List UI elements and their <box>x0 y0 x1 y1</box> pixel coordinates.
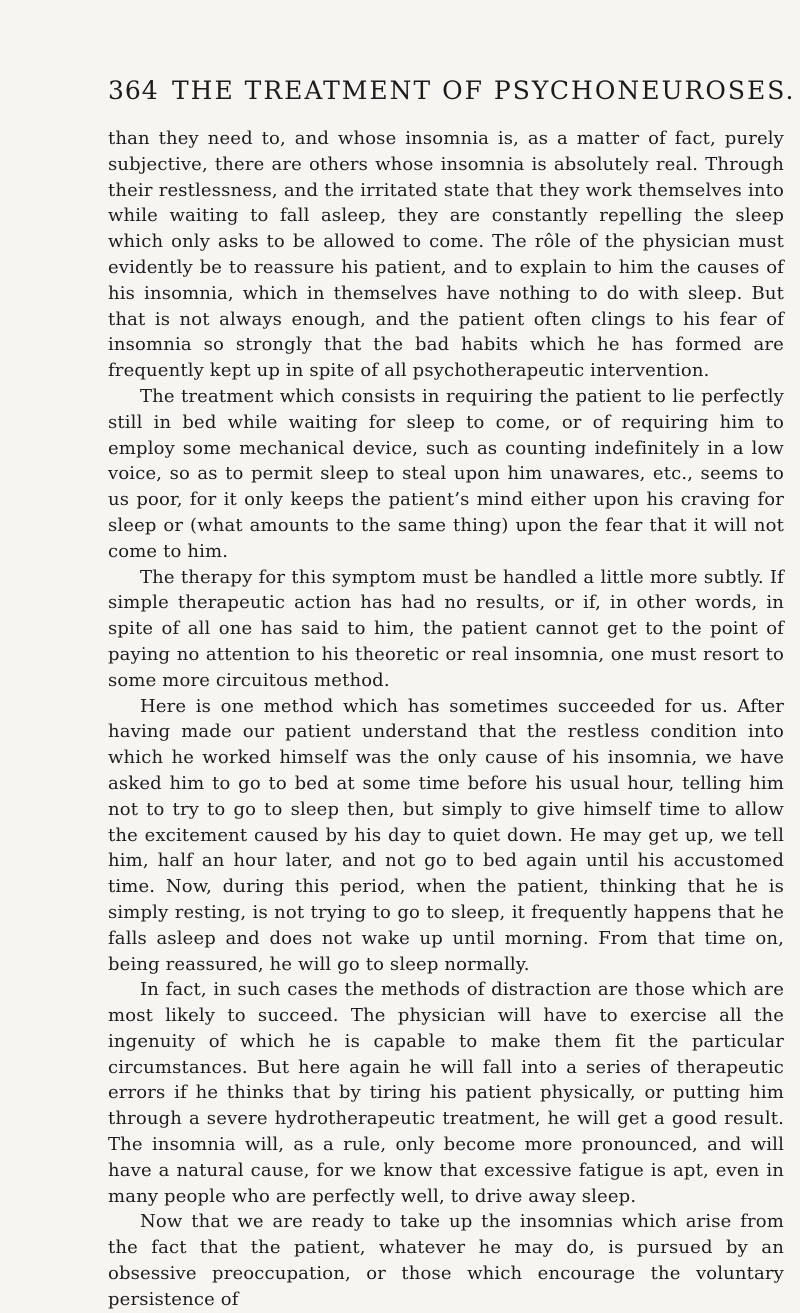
body-text <box>108 126 784 1313</box>
paragraph-continuation: than they need to, and whose insomnia is, as a matter of fact, purely subjective, there are others whose insomnia is absolutely real. Through their restlessness, and the irritated state that they work themselves into while waiting to fall asleep, they are constantly repelling the sleep which only asks to be allowed to come. The rôle of the physician must evidently be to reassure his patient, and to explain to him the causes of his insomnia, which in themselves have nothing to do with sleep. But that is not always enough, and the patient often clings to his fear of insomnia so strongly that the bad habits which he has formed are frequently kept up in spite of all psychotherapeutic intervention. <box>108 128 784 382</box>
book-page <box>108 72 796 1313</box>
paragraph-method: Here is one method which has sometimes succeeded for us. After having made our patient understand that the restless condition into which he worked himself was the only cause of his insomnia, we have asked him to go to bed at some time before his usual hour, telling him not to try to go to sleep then, but simply to give himself time to allow the excitement caused by his day to quiet down. He may get up, we tell him, half an hour later, and not go to bed again until his accustomed time. Now, during this period, when the patient, thinking that he is simply resting, is not trying to go to sleep, it frequently happens that he falls asleep and does not wake up until morning. From that time on, being reassured, he will go to sleep normally. <box>108 695 784 975</box>
paragraph-therapy: The therapy for this symptom must be handled a little more subtly. If simple therapeutic action has had no results, or if, in other words, in spite of all one has said to him, the patient cannot get to the point of paying no attention to his theoretic or real insomnia, one must resort to some more circuitous method. <box>108 566 784 691</box>
page-number: 364 <box>108 76 159 105</box>
running-head <box>108 72 796 116</box>
paragraph-treatment: The treatment which consists in requiring the patient to lie perfectly still in bed while waiting for sleep to come, or of requiring him to employ some mechanical device, such as counting indefinitely in a low voice, so as to permit sleep to steal upon him unawares, etc., seems to us poor, for it only keeps the patient’s mind either upon his craving for sleep or (what amounts to the same thing) upon the fear that it will not come to him. <box>108 385 784 562</box>
paragraph-distraction: In fact, in such cases the methods of distraction are those which are most likely to succeed. The physician will have to exercise all the ingenuity of which he is capable to make them fit the particular circumstances. But here again he will fall into a series of therapeutic errors if he thinks that by tiring his patient physically, or putting him through a severe hydrotherapeutic treatment, he will get a good result. The insomnia will, as a rule, only become more pronounced, and will have a natural cause, for we know that excessive fatigue is apt, even in many people who are perfectly well, to drive away sleep. <box>108 979 784 1207</box>
running-title: THE TREATMENT OF PSYCHONEUROSES. <box>172 76 796 105</box>
paragraph-obsessive-insomnias: Now that we are ready to take up the insomnias which arise from the fact that the patient, whatever he may do, is pursued by an obsessive preoccupation, or those which encourage the voluntary persistence of <box>108 1211 784 1310</box>
